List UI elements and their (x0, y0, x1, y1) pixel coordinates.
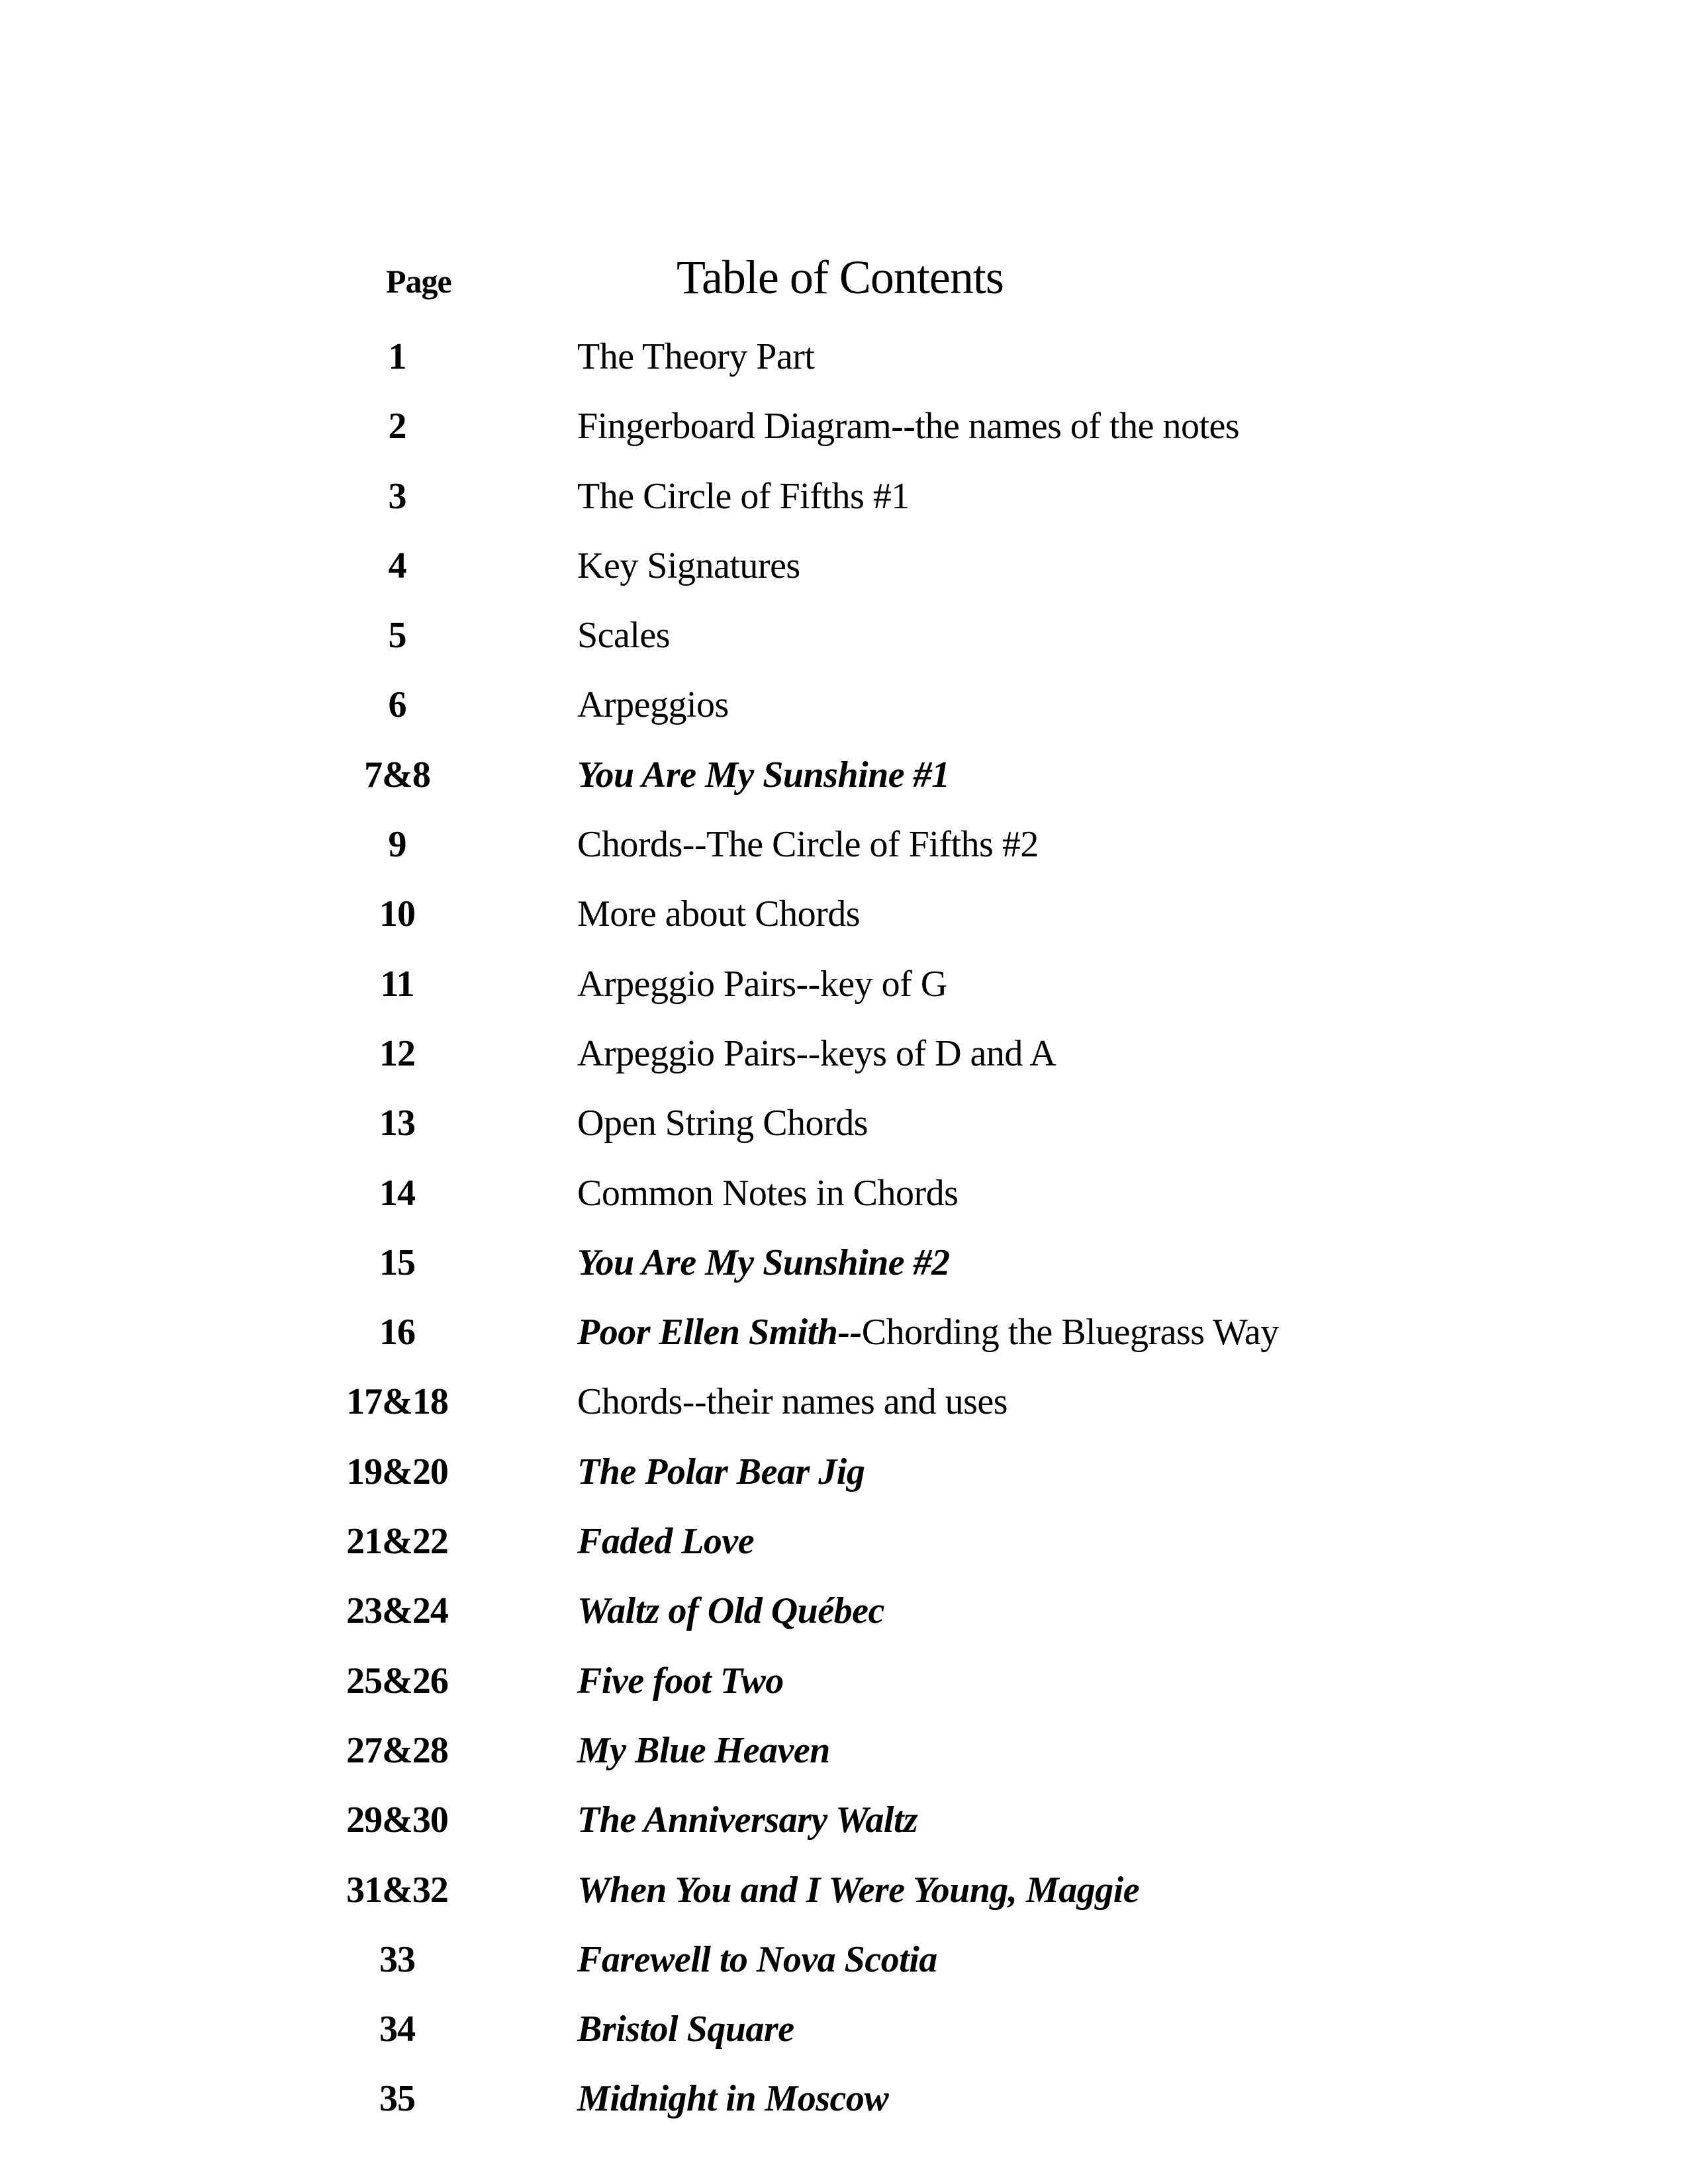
entry-text: Chords--The Circle of Fifths #2 (577, 824, 1039, 866)
song-title-text: Midnight in Moscow (577, 2078, 889, 2120)
toc-page-number: 15 (379, 1242, 415, 1283)
entry-text: Open String Chords (577, 1103, 868, 1144)
toc-page-number: 34 (379, 2009, 415, 2050)
entry-text: Chords--their names and uses (577, 1381, 1008, 1423)
toc-row (0, 893, 1688, 962)
toc-page-number: 23&24 (346, 1590, 448, 1632)
toc-row (0, 2077, 1688, 2147)
toc-entry-title (577, 336, 814, 378)
page-column-header: Page (386, 263, 451, 300)
toc-row (0, 1869, 1688, 1938)
toc-entry-title (577, 1451, 865, 1493)
song-title-text: When You and I Were Young, Maggie (577, 1869, 1140, 1911)
toc-list (0, 336, 1688, 2148)
toc-row (0, 1311, 1688, 1381)
toc-row (0, 1938, 1688, 2008)
toc-entry-title (577, 2077, 888, 2120)
song-title-text: Five foot Two (577, 1660, 784, 1702)
toc-row (0, 1381, 1688, 1450)
song-title-text: The Anniversary Waltz (577, 1799, 918, 1841)
entry-text: The Circle of Fifths #1 (577, 475, 910, 517)
toc-entry-title (577, 405, 1239, 447)
toc-page-number: 19&20 (346, 1451, 448, 1492)
toc-page-number: 17&18 (346, 1381, 448, 1423)
toc-entry-title (577, 2008, 794, 2050)
toc-entry-title (577, 754, 950, 796)
toc-entry-title (577, 893, 860, 935)
toc-page-number: 16 (379, 1312, 415, 1353)
song-title-text: My Blue Heaven (577, 1729, 830, 1771)
toc-page-number: 25&26 (346, 1660, 448, 1702)
toc-entry-title (577, 1799, 917, 1841)
toc-entry-title (577, 1729, 830, 1772)
toc-entry-title (577, 963, 947, 1005)
toc-page-number: 7&8 (364, 754, 430, 796)
toc-page-number: 9 (388, 824, 406, 866)
toc-entry-title (577, 1311, 1279, 1353)
entry-text: Scales (577, 615, 671, 657)
toc-page-number: 33 (379, 1938, 415, 1980)
toc-page-number: 12 (379, 1032, 415, 1074)
toc-page-number: 14 (379, 1172, 415, 1214)
toc-entry-title (577, 475, 910, 518)
toc-entry-title (577, 1869, 1139, 1911)
toc-entry-title (577, 1032, 1056, 1075)
entry-text: Key Signatures (577, 545, 800, 586)
toc-page-number: 2 (388, 406, 406, 447)
toc-entry-title (577, 545, 800, 587)
toc-page-number: 29&30 (346, 1799, 448, 1841)
toc-row (0, 1660, 1688, 1729)
toc-row (0, 475, 1688, 545)
toc-page-number: 31&32 (346, 1869, 448, 1911)
song-title-text: You Are My Sunshine #2 (577, 1242, 950, 1283)
entry-text: Common Notes in Chords (577, 1172, 959, 1214)
toc-row (0, 405, 1688, 475)
toc-row (0, 1032, 1688, 1102)
entry-text: More about Chords (577, 893, 861, 935)
entry-text: Arpeggio Pairs--key of G (577, 963, 947, 1005)
toc-entry-title (577, 614, 670, 657)
toc-page-number: 11 (380, 963, 414, 1005)
toc-row (0, 1729, 1688, 1799)
toc-entry-title (577, 1660, 784, 1702)
toc-row (0, 823, 1688, 893)
toc-entry-title (577, 823, 1039, 866)
entry-text: Fingerboard Diagram--the names of the notes (577, 406, 1240, 447)
page-title: Table of Contents (677, 251, 1004, 304)
toc-entry-title (577, 1381, 1008, 1423)
toc-row (0, 2008, 1688, 2077)
song-title-text: The Polar Bear Jig (577, 1451, 865, 1492)
toc-page-number: 21&22 (346, 1521, 448, 1563)
toc-row (0, 1102, 1688, 1171)
entry-text: The Theory Part (577, 336, 815, 377)
toc-row (0, 1172, 1688, 1242)
song-title-text: Farewell to Nova Scotia (577, 1938, 937, 1980)
toc-entry-title (577, 1102, 868, 1144)
toc-page-number: 6 (388, 684, 406, 726)
toc-entry-title (577, 1590, 884, 1632)
toc-page-number: 35 (379, 2078, 415, 2120)
toc-page-number: 3 (388, 475, 406, 517)
toc-entry-title (577, 684, 729, 726)
entry-text: Arpeggios (577, 684, 729, 726)
toc-row (0, 336, 1688, 405)
toc-page-number: 10 (379, 893, 415, 935)
toc-entry-title (577, 1520, 754, 1563)
song-title-text: Waltz of Old Québec (577, 1590, 884, 1632)
toc-row (0, 545, 1688, 614)
toc-row (0, 614, 1688, 684)
song-title-text: Poor Ellen Smith-- (577, 1312, 862, 1353)
song-title-text: You Are My Sunshine #1 (577, 754, 950, 796)
toc-row (0, 1520, 1688, 1590)
toc-row (0, 684, 1688, 753)
toc-row (0, 1799, 1688, 1868)
toc-entry-title (577, 1172, 958, 1214)
toc-page-number: 1 (388, 336, 406, 377)
toc-page-number: 5 (388, 615, 406, 657)
song-title-text: Faded Love (577, 1521, 755, 1563)
song-title-text: Bristol Square (577, 2009, 794, 2050)
toc-row (0, 1242, 1688, 1311)
toc-row (0, 1590, 1688, 1659)
entry-text: Arpeggio Pairs--keys of D and A (577, 1032, 1056, 1074)
toc-page-number: 4 (388, 545, 406, 586)
toc-row (0, 754, 1688, 823)
entry-text: Chording the Bluegrass Way (861, 1312, 1279, 1353)
toc-row (0, 963, 1688, 1032)
toc-page-number: 13 (379, 1103, 415, 1144)
toc-row (0, 1451, 1688, 1520)
toc-entry-title (577, 1938, 937, 1981)
toc-entry-title (577, 1242, 950, 1284)
toc-page-number: 27&28 (346, 1729, 448, 1771)
